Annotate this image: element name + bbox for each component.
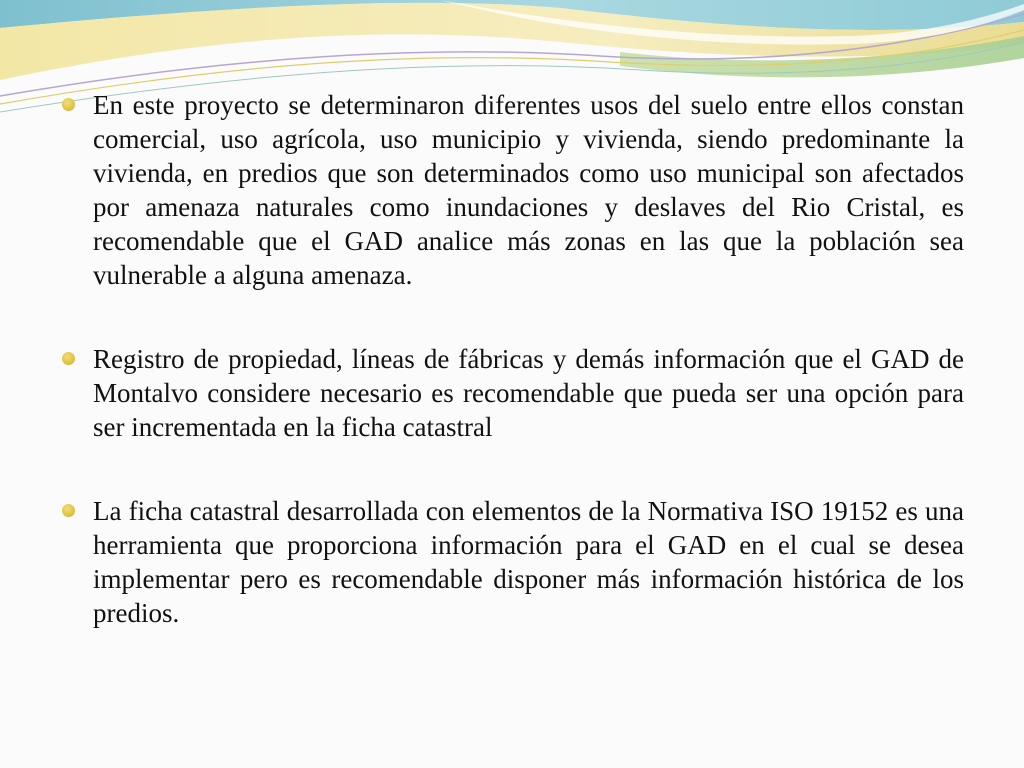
bullet-dot-icon	[62, 352, 75, 365]
bullet-item-registro-propiedad	[62, 342, 964, 444]
bullet-dot-icon	[62, 98, 75, 111]
bullet-item-ficha-catastral	[62, 494, 964, 630]
bullet-text: En este proyecto se determinaron diferentes usos del suelo entre ellos constan comercial, uso agrícola, uso municipio y vivienda, siendo predominante la vivienda, en predios que son determinados como uso municipal son afectados por amenaza naturales como inundaciones y deslaves del Rio Cristal, es recomendable que el GAD analice más zonas en las que la población sea vulnerable a alguna amenaza.	[93, 90, 964, 290]
bullet-list	[62, 88, 964, 680]
bullet-item-usos-suelo	[62, 88, 964, 292]
bullet-text: La ficha catastral desarrollada con elementos de la Normativa ISO 19152 es una herramienta que proporciona información para el GAD en el cual se desea implementar pero es recomendable disponer más información histórica de los predios.	[93, 496, 964, 628]
bullet-text: Registro de propiedad, líneas de fábricas y demás información que el GAD de Montalvo considere necesario es recomendable que pueda ser una opción para ser incrementada en la ficha catastral	[93, 344, 964, 442]
bullet-dot-icon	[62, 504, 75, 517]
